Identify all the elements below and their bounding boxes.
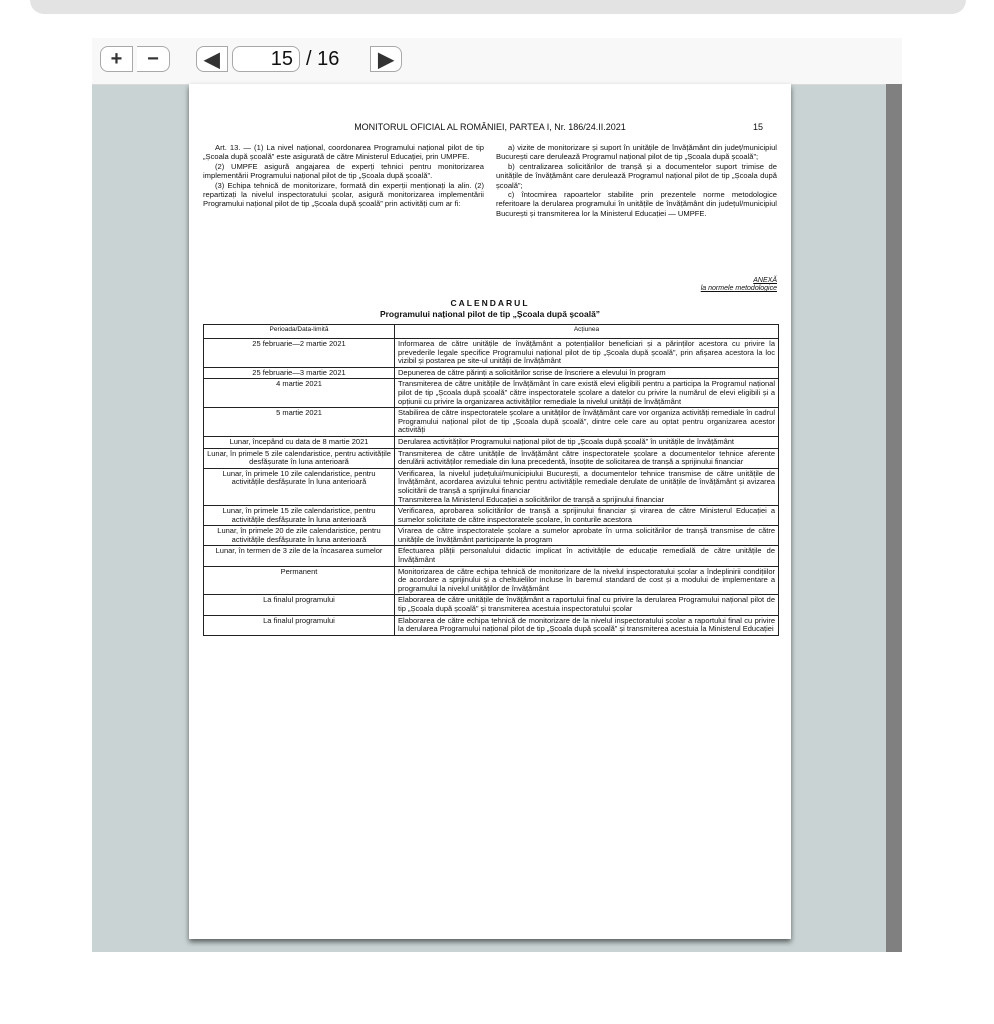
annex-title: ANEXĂ — [753, 277, 777, 284]
table-row — [204, 468, 779, 505]
zoom-in-button[interactable]: + — [100, 46, 133, 72]
zoom-out-button[interactable]: − — [137, 46, 170, 72]
calendar-title: CALENDARUL — [450, 298, 530, 308]
action-cell: Derularea activităților Programului național pilot de tip „Școala după școală” în unitățile de învățământ — [395, 436, 779, 448]
table-row — [204, 367, 779, 379]
right-column — [496, 143, 777, 218]
period-cell: Lunar, în termen de 3 zile de la încasarea sumelor — [204, 546, 395, 566]
calendar-subtitle: Programului național pilot de tip „Școala după școală” — [379, 309, 601, 319]
action-cell: Efectuarea plății personalului didactic implicat în activitățile de educație remedială de către unitățile de învățământ — [395, 546, 779, 566]
action-cell: Transmiterea de către unitățile de învățământ către inspectoratele școlare a documentelor tehnice aferente derulării activităților remediale din luna precedentă, însoțite de solicitarea de tranșă a sprijinului financiar — [395, 448, 779, 468]
table-row — [204, 546, 779, 566]
next-page-button[interactable]: ▶ — [370, 46, 402, 72]
period-cell: Lunar, în primele 5 zile calendaristice, pentru activitățile desfășurate în luna anterioară — [204, 448, 395, 468]
paragraph: a) vizite de monitorizare și suport în unitățile de învățământ din județ/municipiul București care derulează Programul național pilot de tip „Școala după școală”; — [496, 143, 777, 162]
top-bar — [30, 0, 966, 14]
viewer-toolbar — [92, 38, 902, 85]
period-cell: 25 februarie—2 martie 2021 — [204, 339, 395, 368]
action-cell: Stabilirea de către inspectoratele școlare a unităților de învățământ care vor organiza activități remediale în cadrul Programului național pilot de tip „Școala după școală”, dintre cele care au optat pentru organizarea acestor activități — [395, 408, 779, 437]
page-header — [217, 122, 763, 132]
action-cell: Elaborarea de către echipa tehnică de monitorizare de la nivelul inspectoratului școlar a raportului final cu privire la derularea Programului național pilot de tip „Școala după școală” și transmiterea acestuia la Ministerul Educației — [395, 615, 779, 635]
period-cell: Lunar, în primele 20 de zile calendaristice, pentru activitățile desfășurate în luna anterioară — [204, 526, 395, 546]
action-cell: Elaborarea de către unitățile de învățământ a raportului final cu privire la derularea Programului național pilot de tip „Școala după școală” și transmiterea acestuia inspectoratului școlar — [395, 595, 779, 615]
paragraph: (2) UMPFE asigură angajarea de experți tehnici pentru monitorizarea implementării Programului național pilot de tip „Școala după școală”. — [203, 161, 484, 181]
table-row — [204, 526, 779, 546]
period-cell: La finalul programului — [204, 595, 395, 615]
period-cell: Lunar, în primele 10 zile calendaristice, pentru activitățile desfășurate în luna anterioară — [204, 468, 395, 505]
action-cell: Informarea de către unitățile de învățământ a potențialilor beneficiari și a părinților acestora cu privire la prevederile legale specifice Programului național pilot de tip „Școala după școală”, prin afișarea acestora la loc vizibil și postarea pe site-ul unității de învățământ — [395, 339, 779, 368]
column-header-period: Perioada/Data-limită — [204, 325, 395, 339]
document-page — [189, 84, 791, 939]
header-title: MONITORUL OFICIAL AL ROMÂNIEI, PARTEA I, Nr. 186/24.II.2021 — [354, 122, 626, 132]
period-cell: Lunar, începând cu data de 8 martie 2021 — [204, 436, 395, 448]
action-cell: Verificarea, aprobarea solicitărilor de tranșă a sprijinului financiar și virarea de către Ministerul Educației a sumelor solicitate de către inspectoratele școlare, în conturile acestora — [395, 506, 779, 526]
page-number-input[interactable]: 15 — [232, 46, 300, 72]
table-row — [204, 566, 779, 595]
paragraph: b) centralizarea solicitărilor de tranșă și a documentelor suport trimise de unitățile de învățământ care derulează Programul național pilot de tip „Școala după școală”; — [496, 161, 777, 190]
page-total: / 16 — [306, 48, 340, 70]
table-row — [204, 379, 779, 408]
period-cell: 5 martie 2021 — [204, 408, 395, 437]
period-cell: Permanent — [204, 566, 395, 595]
prev-page-button[interactable]: ◀ — [196, 46, 228, 72]
period-cell: Lunar, în primele 15 zile calendaristice, pentru activitățile desfășurate în luna anterioară — [204, 506, 395, 526]
paragraph: Art. 13. — (1) La nivel național, coordonarea Programului național pilot de tip „Școala după școală” este asigurată de către Ministerul Educației, prin UMPFE. — [203, 143, 484, 162]
period-cell: La finalul programului — [204, 615, 395, 635]
action-cell: Virarea de către inspectoratele școlare a sumelor aprobate în urma solicitărilor de tranșă transmise de către unitățile de învățământ participante la program — [395, 526, 779, 546]
table-row — [204, 615, 779, 635]
column-header-action: Acțiunea — [395, 325, 779, 339]
action-cell: Transmiterea de către unitățile de învățământ în care există elevi eligibili pentru a participa la Programul național pilot de tip „Școala după școală” către inspectoratele școlare a datelor cu privire la numărul de elevi eligibili și a opțiunii cu privire la organizarea activităților remediale la nivelul unității de învățământ — [395, 379, 779, 408]
pdf-viewer — [92, 38, 902, 952]
table-row — [204, 436, 779, 448]
action-text: Verificarea, la nivelul județului/municipiului București, a documentelor tehnice transmise de către unitățile de învățământ, acordarea avizului tehnic pentru activitățile remediale derulate de unitățile de învățământ și avizarea solicitării de tranșă a sprijinului financiar — [398, 468, 775, 495]
table-row — [204, 448, 779, 468]
table-row — [204, 408, 779, 437]
table-row — [204, 339, 779, 368]
action-cell: Monitorizarea de către echipa tehnică de monitorizare de la nivelul inspectoratului școlar a îndeplinirii condițiilor de acordare a sprijinului și a cheltuielilor incluse în baremul standard de cost și a modului de implementare a programului la nivelul unităților de învățământ — [395, 566, 779, 595]
annex-label — [701, 277, 777, 293]
period-cell: 4 martie 2021 — [204, 379, 395, 408]
action-text: Transmiterea la Ministerul Educației a solicitărilor de tranșă a sprijinului financiar — [398, 494, 665, 504]
period-cell: 25 februarie—3 martie 2021 — [204, 367, 395, 379]
paragraph: c) întocmirea rapoartelor stabilite prin prezentele norme metodologice referitoare la derularea programului în unitățile de învățământ din județul/municipiul București și transmiterea lor la Ministerul Educației — UMPFE. — [496, 190, 777, 218]
table-row — [204, 595, 779, 615]
header-page-number: 15 — [752, 122, 763, 132]
table-header-row — [204, 325, 779, 339]
table-row — [204, 506, 779, 526]
left-column — [203, 143, 484, 218]
action-cell: Depunerea de către părinți a solicitărilor scrise de înscriere a elevului în program — [395, 367, 779, 379]
action-cell — [395, 468, 779, 505]
paragraph: (3) Echipa tehnică de monitorizare, formată din experții menționați la alin. (2) repartizați la nivelul inspectoratului școlar, asigură monitorizarea implementării Programului național pilot de tip „Școala după școală” prin activități cum ar fi: — [203, 180, 484, 209]
article-text — [203, 143, 777, 218]
calendar-table — [203, 324, 779, 636]
vertical-scrollbar[interactable] — [886, 84, 902, 952]
annex-subtitle: la normele metodologice — [700, 285, 777, 292]
